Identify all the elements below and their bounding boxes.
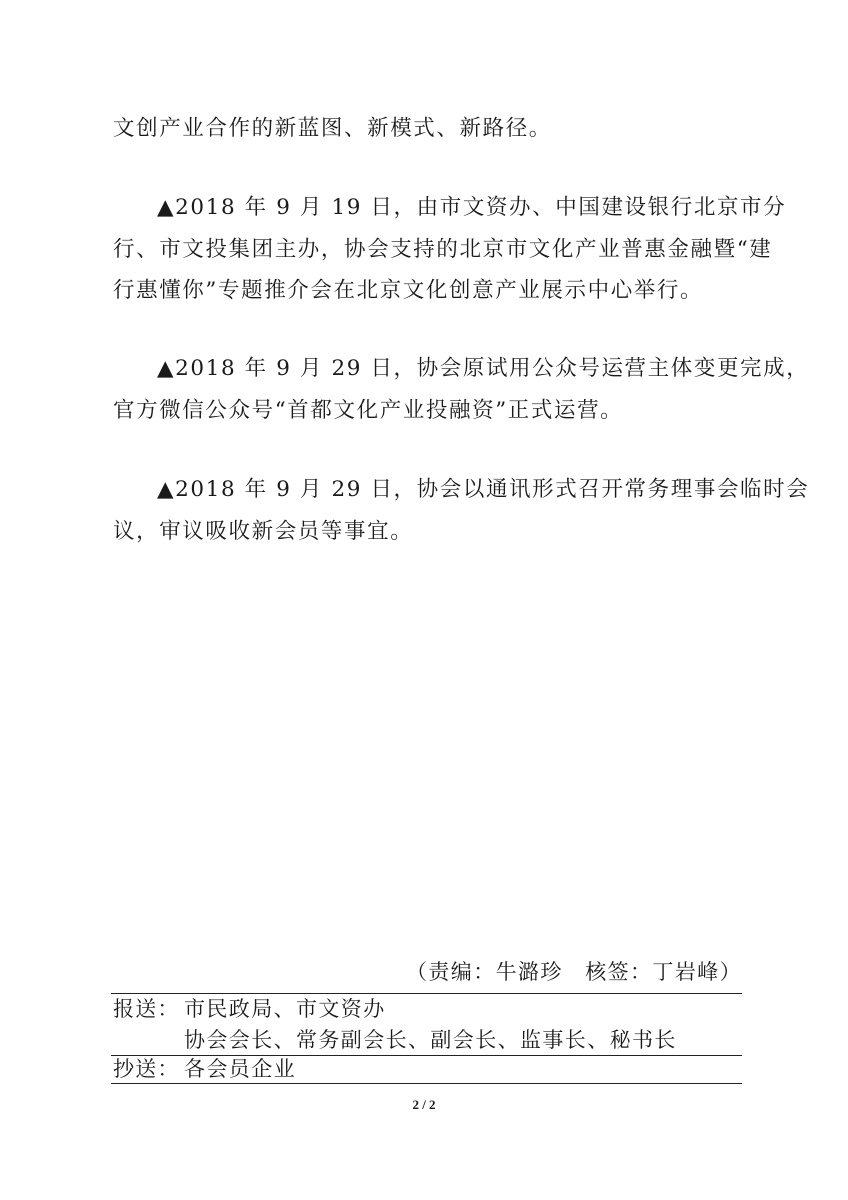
event-sep19-line-2: 行、市文投集团主办，协会支持的北京市文化产业普惠金融暨“建 <box>113 237 773 262</box>
event-sep29-meeting-line-2: 议，审议吸收新会员等事宜。 <box>113 519 414 544</box>
event-sep29-meeting-line-1: ▲2018 年 9 月 29 日，协会以通讯形式召开常务理事会临时会 <box>157 477 810 502</box>
event-sep29-account-line-2: 官方微信公众号“首都文化产业投融资”正式运营。 <box>113 398 624 423</box>
copy-to-recipients: 各会员企业 <box>184 1057 296 1081</box>
report-to-recipients-1: 市民政局、市文资办 <box>184 997 386 1021</box>
report-to-label: 报送： <box>113 997 180 1021</box>
paragraph-continuation-line: 文创产业合作的新蓝图、新模式、新路径。 <box>113 116 552 141</box>
event-sep29-account-line-1: ▲2018 年 9 月 29 日，协会原试用公众号运营主体变更完成， <box>157 356 810 381</box>
editor-credits: （责编：牛潞珍 核签：丁岩峰） <box>406 960 742 984</box>
distribution-bottom-rule <box>111 1083 742 1084</box>
distribution-top-rule <box>111 993 742 994</box>
page-number: 2 / 2 <box>412 1097 436 1112</box>
report-to-recipients-2: 协会会长、常务副会长、副会长、监事长、秘书长 <box>184 1028 677 1052</box>
copy-to-label: 抄送： <box>113 1057 180 1081</box>
event-sep19-line-1: ▲2018 年 9 月 19 日，由市文资办、中国建设银行北京市分 <box>157 195 787 220</box>
event-sep19-line-3: 行惠懂你”专题推介会在北京文化创意产业展示中心举行。 <box>113 278 704 303</box>
